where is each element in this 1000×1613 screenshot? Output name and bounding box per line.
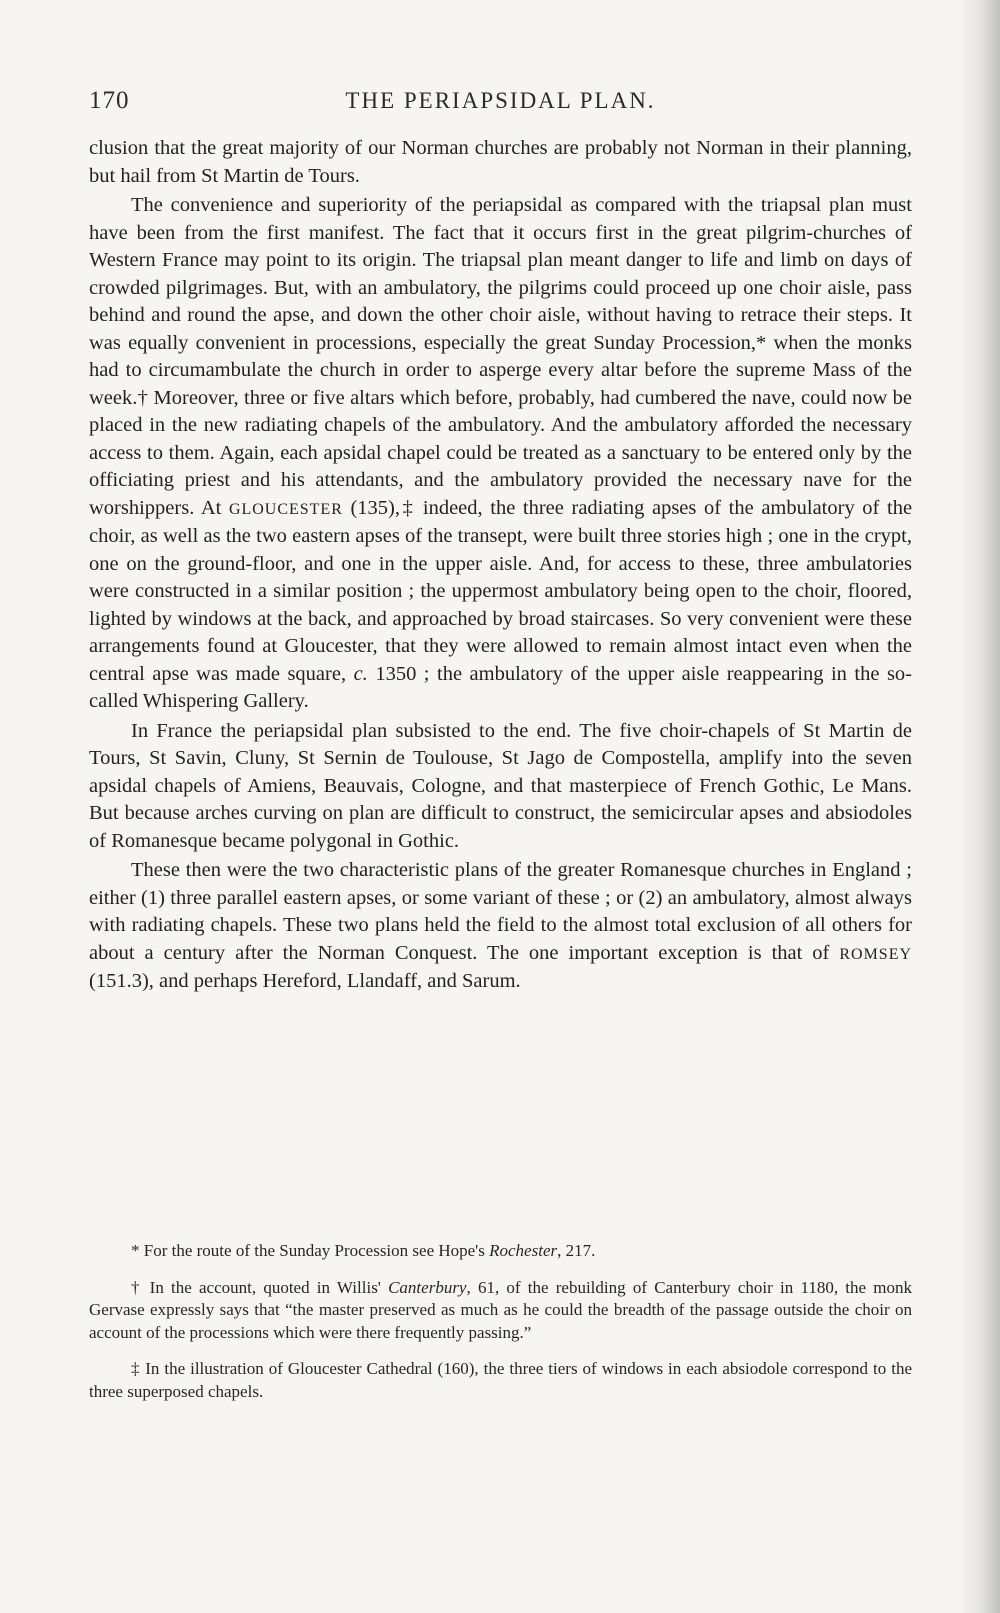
gloucester-figure-ref: (135),‡	[350, 496, 416, 519]
place-gloucester: GLOUCESTER	[228, 500, 343, 518]
footnote-2-pre: † In the account, quoted in Willis'	[131, 1277, 381, 1297]
page-edge-shadow	[960, 0, 1000, 1613]
footnote-1-post: , 217.	[557, 1241, 596, 1260]
place-romsey: ROMSEY	[839, 945, 913, 963]
body-text	[89, 135, 912, 998]
paragraph-france: In France the periapsidal plan subsisted to the end. The five choir-chapels of St Martin de Tours, St Savin, Cluny, St Sernin de Toulouse, St Jago de Compostella, amplify into the seven apsidal chapels of Amiens, Beauvais, Cologne, and that masterpiece of French Gothic, Le Mans. But because arches curving on plan are difficult to construct, the semicircular apses and absiodoles of Romanesque became polygonal in Gothic.	[89, 719, 912, 852]
footnote-2-work-title: Canterbury	[388, 1277, 467, 1297]
romsey-tail: (151.3), and perhaps Hereford, Llandaff, and Sarum.	[89, 970, 521, 992]
running-title: THE PERIAPSIDAL PLAN.	[345, 88, 656, 113]
footnote-2-post: , 61, of the rebuilding of Canterbury choir in 1180, the monk Gervase expressly says that “the master preserved as much as he could the breadth of the passage outside the choir on account of the processions which were there frequently passing.”	[89, 1277, 912, 1342]
footnotes	[89, 1240, 912, 1417]
circa-abbrev: c.	[353, 662, 368, 685]
paragraph-characteristic-plans	[89, 857, 912, 996]
paragraph-continuation: clusion that the great majority of our Norman churches are probably not Norman in their planning, but hail from St Martin de Tours.	[89, 137, 912, 187]
page-number: 170	[89, 87, 130, 114]
gloucester-text: indeed, the three radiating apses of the ambulatory of the choir, as well as the two eastern apses of the transept, were built three stories high ; one in the crypt, one on the ground-floor, and one in the upper aisle. And, for access to these, three ambulatories were constructed in a similar position ; the uppermost ambulatory being open to the choir, floored, lighted by windows at the back, and approached by broad staircases. So very convenient were these arrangements found at Gloucester, that they were allowed to remain almost intact even when the central apse was made square,	[89, 496, 913, 685]
footnote-double-dagger: ‡ In the illustration of Gloucester Cathedral (160), the three tiers of windows in each absiodole correspond to the three superposed chapels.	[89, 1359, 912, 1401]
footnote-dagger	[89, 1277, 912, 1345]
gloucester-pre: At	[200, 496, 222, 519]
footnote-1-pre: * For the route of the Sunday Procession see Hope's	[131, 1241, 485, 1260]
running-head	[89, 86, 912, 122]
footnote-asterisk	[89, 1240, 912, 1263]
gloucester-tail: 1350 ; the ambulatory of the upper aisle reappearing in the so-called Whispering Gallery.	[89, 662, 913, 712]
footnote-1-work-title: Rochester	[489, 1241, 558, 1260]
paragraph-periapsidal-text: The convenience and superiority of the periapsidal as compared with the triapsal plan must have been from the first manifest. The fact that it occurs first in the great pilgrim-churches of Western France may point to its origin. The triapsal plan meant danger to life and limb on days of crowded pilgrimages. But, with an ambulatory, the pilgrims could proceed up one choir aisle, pass behind and round the apse, and down the other choir aisle, without having to retrace their steps. It was equally convenient in processions, especially the great Sunday Procession,* when the monks had to circumambulate the church in order to asperge every altar before the supreme Mass of the week.† Moreover, three or five altars which before, probably, had cumbered the nave, could now be placed in the new radiating chapels of the ambulatory. And the ambulatory afforded the necessary access to them. Again, each apsidal chapel could be treated as a sanctuary to be entered only by the officiating priest and his attendants, and the ambulatory provided the necessary nave for the worshippers.	[89, 194, 912, 519]
paragraph-plans-text: These then were the two characteristic plans of the greater Romanesque churches in England ; either (1) three parallel eastern apses, or some variant of these ; or (2) an ambulatory, almost always with radiating chapels. These two plans held the field to the almost total exclusion of all others for about a century after the Norman Conquest. The one important exception is that of	[89, 859, 912, 964]
paragraph-periapsidal-convenience	[89, 192, 912, 716]
